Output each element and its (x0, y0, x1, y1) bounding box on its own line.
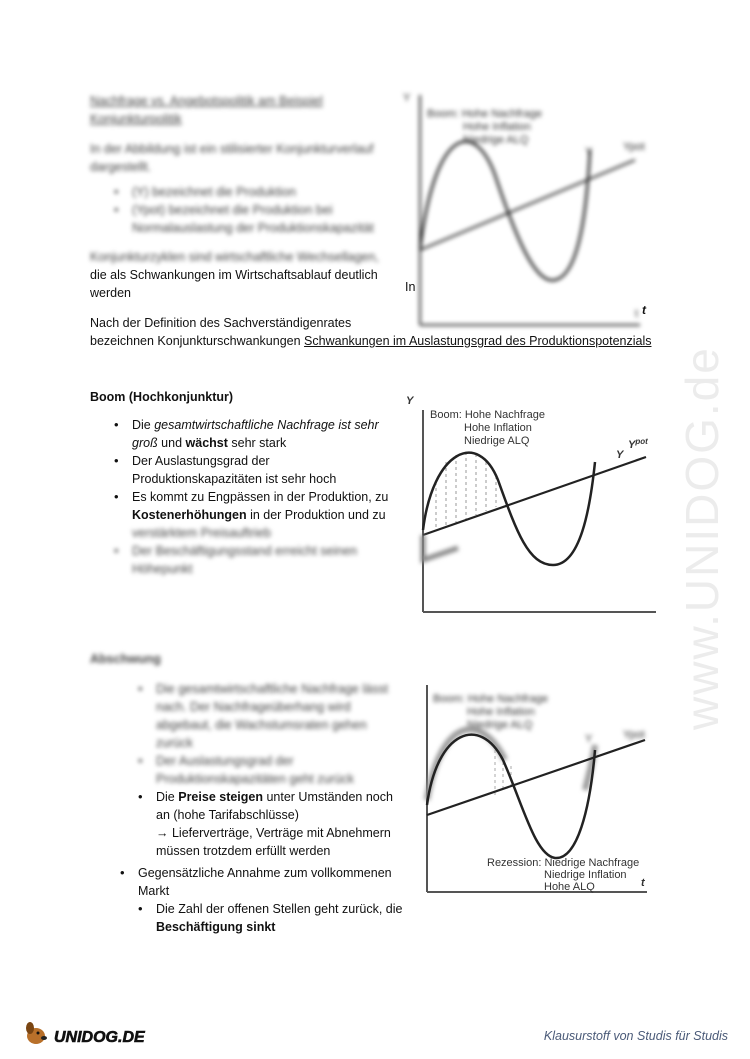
chart2-boom-1: Boom: Hohe Nachfrage (430, 409, 545, 421)
chart1-y-curve (420, 142, 590, 281)
section1-para-blur: Konjunkturzyklen sind wirtschaftliche Wechsellagen, (90, 250, 379, 264)
list-item: • Die gesamtwirtschaftliche Nachfrage lässt nach. Der Nachfrageüberhang wird abgebaut, die Wachstumsraten gehen zurück (136, 680, 406, 752)
section1-para-line2: die als Schwankungen im Wirtschaftsablauf deutlich (90, 268, 378, 282)
chart2-y-axis-label: Y (406, 395, 414, 407)
chart1-boom-2: Hohe Inflation (463, 121, 531, 133)
chart3-x-axis-label: t (641, 877, 645, 889)
list-item: • (Ypot) bezeichnet die Produktion bei Normalauslastung der Produktionskapazität (112, 201, 392, 237)
chart2-blur-mark (423, 535, 458, 560)
list-item: • (Y) bezeichnet die Produktion (112, 183, 392, 201)
section3-title: Abschwung (90, 652, 161, 666)
chart2-boom-2: Hohe Inflation (464, 422, 532, 434)
chart-3 (405, 680, 655, 900)
dog-icon (26, 1022, 47, 1044)
section1-intro: In der Abbildung ist ein stilisierter Konjunkturverlauf dargestellt. (90, 142, 374, 174)
chart3-rezession-3: Hohe ALQ (544, 881, 595, 893)
section3-bullets (136, 680, 406, 860)
svg-text:www.UNIDOG.de: www.UNIDOG.de (676, 346, 728, 730)
chart1-ypot-label: Ypot (623, 141, 645, 153)
chart-1 (395, 85, 645, 335)
chart1-left-label: In (405, 280, 416, 294)
chart3-ypot-label: Ypot (623, 729, 645, 741)
chart2-boom-3: Niedrige ALQ (464, 435, 530, 447)
list-item: • Der Auslastungsgrad der Produktionskapazitäten geht zurück (136, 752, 406, 788)
chart1-y-axis-label: Y (403, 92, 411, 104)
list-item: • Die Zahl der offenen Stellen geht zurück, die Beschäftigung sinkt (136, 900, 416, 936)
chart-2 (398, 390, 663, 620)
chart2-ypot-label: $Y^{pot}$ (628, 437, 648, 451)
section3-arrow-text: → Lieferverträge, Verträge mit Abnehmern müssen trotzdem erfüllt werden (156, 826, 391, 858)
list-item: • Gegensätzliche Annahme zum vollkommenen Markt (118, 864, 408, 900)
chart3-rezession-2: Niedrige Inflation (544, 869, 627, 881)
chart1-boom-3: Niedrige ALQ (463, 134, 529, 146)
chart2-y-curve (423, 453, 595, 565)
chart1-boom-1: Boom: Hohe Nachfrage (427, 108, 542, 120)
chart2-dashed-lines (436, 452, 496, 530)
chart3-boom-1: Boom: Hohe Nachfrage (433, 693, 548, 705)
chart3-y-label: Y (585, 733, 593, 745)
definition-link: Schwankungen im Auslastungsgrad des Produktionspotenzials (304, 334, 652, 348)
unidog-logo (22, 1014, 152, 1050)
section1-title: Nachfrage vs. Angebotspolitik am Beispiel Konjunkturpolitik (90, 94, 323, 126)
section1-bullets (112, 183, 392, 237)
chart1-y-label: Y (585, 146, 593, 158)
section3-outer-bullet (118, 864, 408, 900)
chart3-boom-3: Niedrige ALQ (467, 719, 533, 731)
chart1-ypot-line (420, 160, 635, 250)
chart1-t-label: t (642, 303, 646, 317)
chart3-y-curve (427, 735, 595, 858)
chart2-y-label: Y (616, 449, 624, 461)
section1-para-line3: werden (90, 286, 131, 300)
list-item: • Der Auslastungsgrad der Produktionskapazitäten ist sehr hoch (112, 452, 397, 488)
section2-bullets (112, 416, 397, 578)
definition-line1: Nach der Definition des Sachverständigenrates (90, 316, 352, 330)
chart3-boom-2: Hohe Inflation (467, 706, 535, 718)
list-item: • Die Preise steigen unter Umständen noch an (hohe Tarifabschlüsse) → Lieferverträge, Verträge mit Abnehmern müssen trotzdem erfüllt werden (136, 788, 406, 860)
section3-inner-bullet (136, 900, 416, 936)
list-item: • Der Beschäftigungsstand erreicht seinen Höhepunkt (112, 542, 397, 578)
footer-tagline: Klausurstoff von Studis für Studis (543, 1029, 728, 1043)
chart3-rezession-1: Rezession: Niedrige Nachfrage (487, 857, 640, 869)
section2-title: Boom (Hochkonjunktur) (90, 390, 234, 404)
chart3-ypot-line (427, 740, 645, 815)
list-item: • Es kommt zu Engpässen in der Produktion, zu Kostenerhöhungen in der Produktion und zu verstärktem Preisauftrieb (112, 488, 397, 542)
chart1-x-axis-label: t (635, 308, 639, 320)
logo-text: UNIDOG.DE (54, 1029, 145, 1046)
definition-text: bezeichnen Konjunkturschwankungen (90, 334, 305, 348)
watermark (640, 260, 750, 740)
list-item: • Die gesamtwirtschaftliche Nachfrage ist sehr groß und wächst sehr stark (112, 416, 397, 452)
section2-b3-blur: verstärktem Preisauftrieb (132, 526, 271, 540)
